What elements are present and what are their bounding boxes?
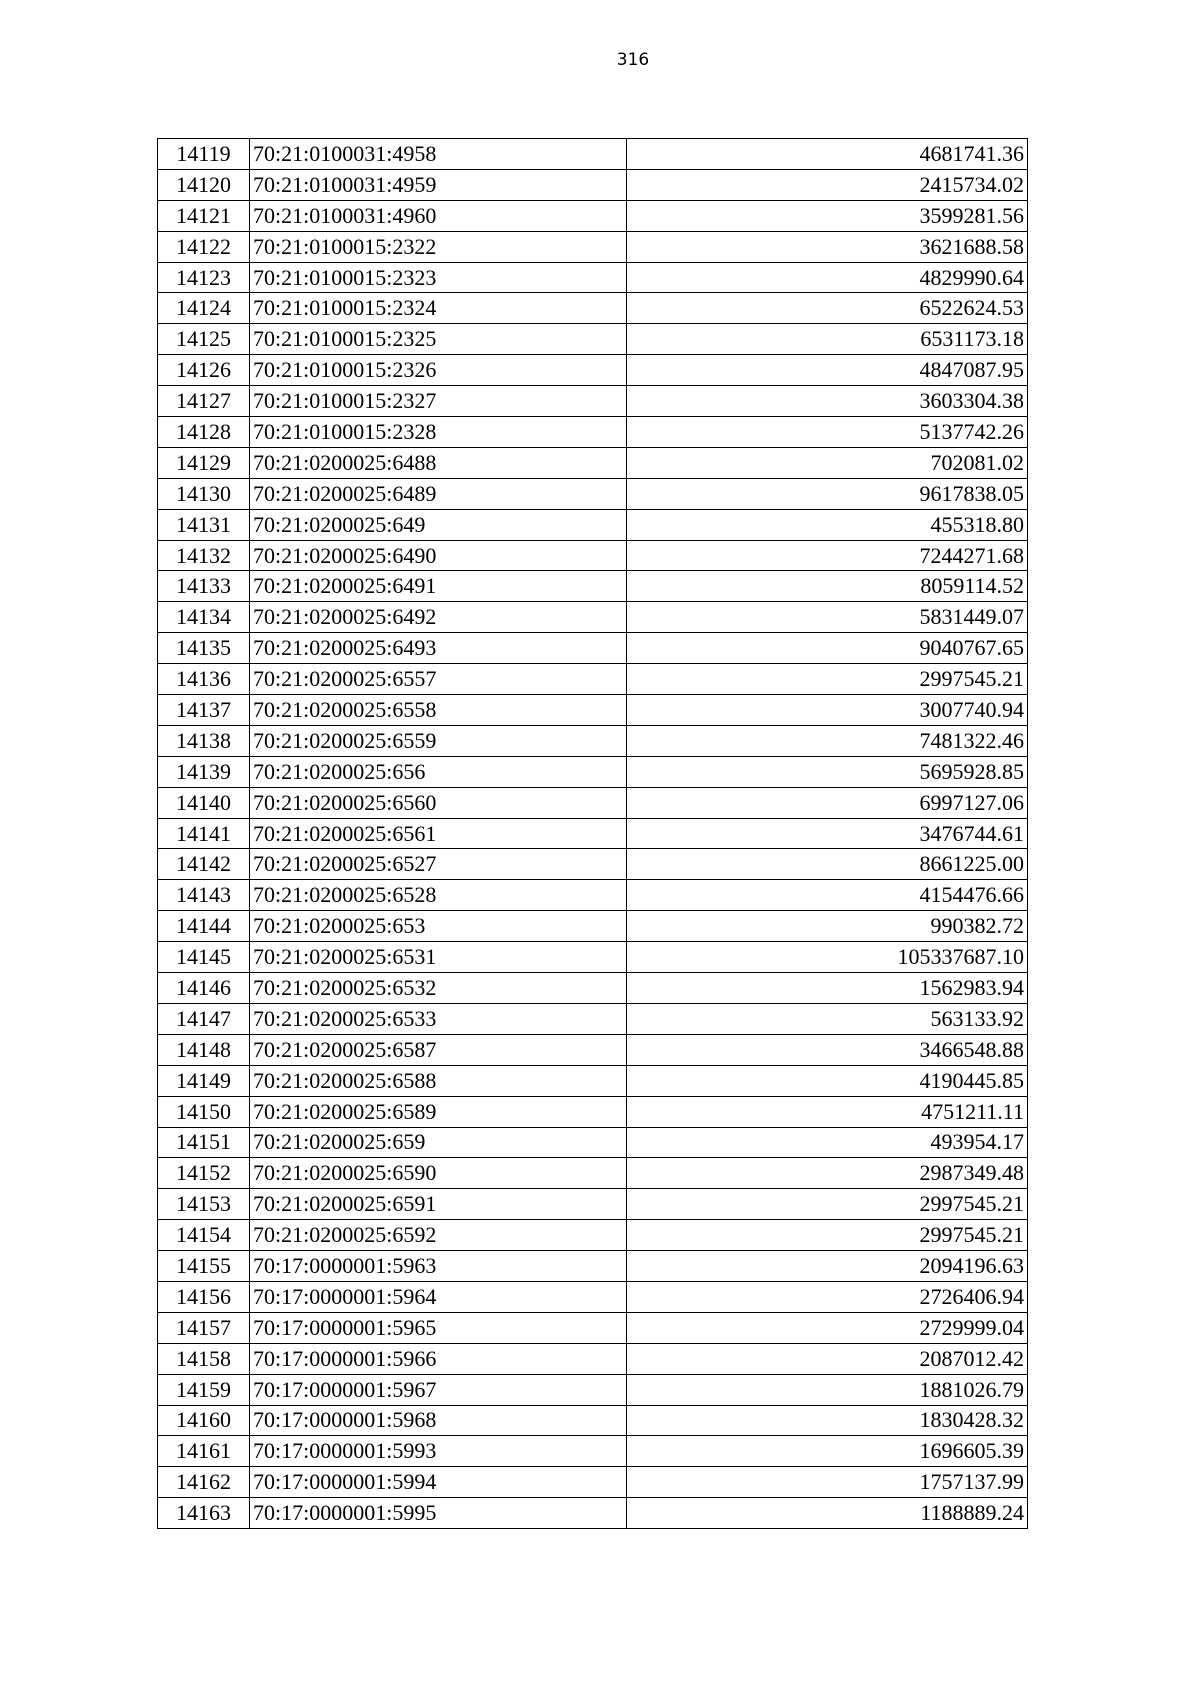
- cadastral-value: 2415734.02: [627, 169, 1028, 200]
- row-number: 14134: [158, 602, 250, 633]
- cadastral-number: 70:21:0200025:6533: [250, 1003, 627, 1034]
- cadastral-value: 2987349.48: [627, 1158, 1028, 1189]
- table-row: [158, 324, 1028, 355]
- cadastral-number: 70:21:0100015:2323: [250, 262, 627, 293]
- cadastral-number: 70:21:0200025:6558: [250, 695, 627, 726]
- cadastral-number: 70:21:0200025:6490: [250, 540, 627, 571]
- row-number: 14153: [158, 1189, 250, 1220]
- cadastral-number: 70:21:0200025:6591: [250, 1189, 627, 1220]
- cadastral-number: 70:21:0200025:6489: [250, 478, 627, 509]
- row-number: 14159: [158, 1374, 250, 1405]
- table-row: [158, 664, 1028, 695]
- cadastral-value: 3599281.56: [627, 200, 1028, 231]
- cadastral-number: 70:17:0000001:5963: [250, 1251, 627, 1282]
- cadastral-value: 1757137.99: [627, 1467, 1028, 1498]
- row-number: 14126: [158, 355, 250, 386]
- row-number: 14138: [158, 725, 250, 756]
- cadastral-number: 70:21:0200025:6488: [250, 447, 627, 478]
- table-row: [158, 1003, 1028, 1034]
- table-row: [158, 571, 1028, 602]
- cadastral-value: 1696605.39: [627, 1436, 1028, 1467]
- table-row: [158, 1034, 1028, 1065]
- cadastral-number: 70:21:0100015:2326: [250, 355, 627, 386]
- row-number: 14121: [158, 200, 250, 231]
- row-number: 14133: [158, 571, 250, 602]
- table-row: [158, 1189, 1028, 1220]
- cadastral-number: 70:21:0200025:656: [250, 756, 627, 787]
- table-row: [158, 633, 1028, 664]
- table-row: [158, 262, 1028, 293]
- cadastral-number: 70:21:0200025:653: [250, 911, 627, 942]
- cadastral-value: 5831449.07: [627, 602, 1028, 633]
- row-number: 14161: [158, 1436, 250, 1467]
- cadastral-value: 3476744.61: [627, 818, 1028, 849]
- cadastral-value: 9040767.65: [627, 633, 1028, 664]
- cadastral-number: 70:21:0200025:6557: [250, 664, 627, 695]
- table-row: [158, 1498, 1028, 1529]
- row-number: 14149: [158, 1065, 250, 1096]
- cadastral-value: 5137742.26: [627, 417, 1028, 448]
- table-row: [158, 1127, 1028, 1158]
- cadastral-value: 5695928.85: [627, 756, 1028, 787]
- cadastral-value: 105337687.10: [627, 942, 1028, 973]
- cadastral-number: 70:17:0000001:5993: [250, 1436, 627, 1467]
- table-row: [158, 1220, 1028, 1251]
- cadastral-number: 70:17:0000001:5995: [250, 1498, 627, 1529]
- table-row: [158, 231, 1028, 262]
- cadastral-number: 70:21:0100015:2328: [250, 417, 627, 448]
- row-number: 14160: [158, 1405, 250, 1436]
- cadastral-value: 6522624.53: [627, 293, 1028, 324]
- cadastral-value: 9617838.05: [627, 478, 1028, 509]
- cadastral-value: 1830428.32: [627, 1405, 1028, 1436]
- row-number: 14136: [158, 664, 250, 695]
- table-row: [158, 602, 1028, 633]
- cadastral-value: 8059114.52: [627, 571, 1028, 602]
- cadastral-number: 70:21:0200025:6491: [250, 571, 627, 602]
- table-row: [158, 1281, 1028, 1312]
- row-number: 14123: [158, 262, 250, 293]
- cadastral-number: 70:21:0200025:6592: [250, 1220, 627, 1251]
- row-number: 14139: [158, 756, 250, 787]
- row-number: 14163: [158, 1498, 250, 1529]
- table-row: [158, 478, 1028, 509]
- cadastral-number: 70:21:0200025:6559: [250, 725, 627, 756]
- cadastral-number: 70:21:0200025:659: [250, 1127, 627, 1158]
- row-number: 14130: [158, 478, 250, 509]
- cadastral-value: 2094196.63: [627, 1251, 1028, 1282]
- cadastral-value: 1562983.94: [627, 973, 1028, 1004]
- cadastral-number: 70:21:0100015:2325: [250, 324, 627, 355]
- row-number: 14152: [158, 1158, 250, 1189]
- cadastral-number: 70:21:0200025:6560: [250, 787, 627, 818]
- cadastral-number: 70:21:0100031:4959: [250, 169, 627, 200]
- cadastral-number: 70:17:0000001:5968: [250, 1405, 627, 1436]
- table-row: [158, 849, 1028, 880]
- table-row: [158, 1096, 1028, 1127]
- table-row: [158, 139, 1028, 170]
- table-row: [158, 417, 1028, 448]
- cadastral-value: 8661225.00: [627, 849, 1028, 880]
- cadastral-value: 2087012.42: [627, 1343, 1028, 1374]
- cadastral-value: 4829990.64: [627, 262, 1028, 293]
- table-row: [158, 1158, 1028, 1189]
- cadastral-number: 70:21:0100015:2322: [250, 231, 627, 262]
- cadastral-number: 70:17:0000001:5994: [250, 1467, 627, 1498]
- table-body: [158, 139, 1028, 1529]
- cadastral-number: 70:21:0200025:6588: [250, 1065, 627, 1096]
- cadastral-value: 2729999.04: [627, 1312, 1028, 1343]
- table-row: [158, 1405, 1028, 1436]
- table-row: [158, 447, 1028, 478]
- cadastral-value: 4681741.36: [627, 139, 1028, 170]
- row-number: 14144: [158, 911, 250, 942]
- table-row: [158, 911, 1028, 942]
- cadastral-number: 70:21:0200025:6590: [250, 1158, 627, 1189]
- cadastral-value: 702081.02: [627, 447, 1028, 478]
- table-row: [158, 355, 1028, 386]
- row-number: 14147: [158, 1003, 250, 1034]
- row-number: 14158: [158, 1343, 250, 1374]
- cadastral-value: 2997545.21: [627, 1189, 1028, 1220]
- cadastral-number: 70:21:0200025:6527: [250, 849, 627, 880]
- table-row: [158, 1251, 1028, 1282]
- table-row: [158, 880, 1028, 911]
- table-row: [158, 787, 1028, 818]
- table-row: [158, 1436, 1028, 1467]
- row-number: 14128: [158, 417, 250, 448]
- cadastral-value: 4847087.95: [627, 355, 1028, 386]
- row-number: 14124: [158, 293, 250, 324]
- cadastral-value: 1881026.79: [627, 1374, 1028, 1405]
- cadastral-number: 70:21:0100015:2327: [250, 386, 627, 417]
- table-row: [158, 695, 1028, 726]
- row-number: 14143: [158, 880, 250, 911]
- table-row: [158, 386, 1028, 417]
- row-number: 14119: [158, 139, 250, 170]
- row-number: 14137: [158, 695, 250, 726]
- cadastral-number: 70:21:0100031:4958: [250, 139, 627, 170]
- row-number: 14132: [158, 540, 250, 571]
- cadastral-number: 70:21:0200025:6589: [250, 1096, 627, 1127]
- cadastral-number: 70:21:0200025:6528: [250, 880, 627, 911]
- cadastral-value: 7481322.46: [627, 725, 1028, 756]
- table-row: [158, 509, 1028, 540]
- row-number: 14162: [158, 1467, 250, 1498]
- cadastral-value-table: [157, 138, 1028, 1529]
- page-number: 316: [616, 50, 650, 70]
- cadastral-value: 4751211.11: [627, 1096, 1028, 1127]
- cadastral-value: 563133.92: [627, 1003, 1028, 1034]
- row-number: 14146: [158, 973, 250, 1004]
- cadastral-value: 6997127.06: [627, 787, 1028, 818]
- cadastral-value: 1188889.24: [627, 1498, 1028, 1529]
- table-row: [158, 1343, 1028, 1374]
- table-row: [158, 1065, 1028, 1096]
- row-number: 14154: [158, 1220, 250, 1251]
- table-row: [158, 942, 1028, 973]
- table-row: [158, 293, 1028, 324]
- cadastral-value: 455318.80: [627, 509, 1028, 540]
- row-number: 14122: [158, 231, 250, 262]
- row-number: 14131: [158, 509, 250, 540]
- cadastral-number: 70:21:0200025:6493: [250, 633, 627, 664]
- cadastral-value: 2997545.21: [627, 1220, 1028, 1251]
- table-row: [158, 725, 1028, 756]
- cadastral-value: 990382.72: [627, 911, 1028, 942]
- row-number: 14140: [158, 787, 250, 818]
- table-row: [158, 540, 1028, 571]
- cadastral-number: 70:21:0200025:6561: [250, 818, 627, 849]
- table-row: [158, 973, 1028, 1004]
- cadastral-number: 70:17:0000001:5965: [250, 1312, 627, 1343]
- cadastral-number: 70:21:0200025:6531: [250, 942, 627, 973]
- table-row: [158, 200, 1028, 231]
- row-number: 14151: [158, 1127, 250, 1158]
- cadastral-value: 3603304.38: [627, 386, 1028, 417]
- cadastral-value: 3621688.58: [627, 231, 1028, 262]
- table-row: [158, 1467, 1028, 1498]
- cadastral-value: 2726406.94: [627, 1281, 1028, 1312]
- row-number: 14127: [158, 386, 250, 417]
- cadastral-number: 70:21:0200025:6532: [250, 973, 627, 1004]
- cadastral-value: 4190445.85: [627, 1065, 1028, 1096]
- cadastral-number: 70:17:0000001:5966: [250, 1343, 627, 1374]
- cadastral-value: 3466548.88: [627, 1034, 1028, 1065]
- table-row: [158, 818, 1028, 849]
- table-row: [158, 1312, 1028, 1343]
- cadastral-number: 70:17:0000001:5967: [250, 1374, 627, 1405]
- cadastral-value: 4154476.66: [627, 880, 1028, 911]
- row-number: 14129: [158, 447, 250, 478]
- cadastral-value: 2997545.21: [627, 664, 1028, 695]
- row-number: 14142: [158, 849, 250, 880]
- row-number: 14135: [158, 633, 250, 664]
- row-number: 14125: [158, 324, 250, 355]
- row-number: 14155: [158, 1251, 250, 1282]
- cadastral-number: 70:21:0200025:6492: [250, 602, 627, 633]
- cadastral-value: 493954.17: [627, 1127, 1028, 1158]
- cadastral-number: 70:21:0100015:2324: [250, 293, 627, 324]
- table-row: [158, 756, 1028, 787]
- row-number: 14141: [158, 818, 250, 849]
- cadastral-value: 7244271.68: [627, 540, 1028, 571]
- row-number: 14157: [158, 1312, 250, 1343]
- cadastral-number: 70:21:0200025:649: [250, 509, 627, 540]
- row-number: 14120: [158, 169, 250, 200]
- row-number: 14150: [158, 1096, 250, 1127]
- table-row: [158, 169, 1028, 200]
- row-number: 14145: [158, 942, 250, 973]
- cadastral-value: 3007740.94: [627, 695, 1028, 726]
- cadastral-number: 70:21:0100031:4960: [250, 200, 627, 231]
- cadastral-value: 6531173.18: [627, 324, 1028, 355]
- row-number: 14156: [158, 1281, 250, 1312]
- cadastral-number: 70:21:0200025:6587: [250, 1034, 627, 1065]
- row-number: 14148: [158, 1034, 250, 1065]
- cadastral-number: 70:17:0000001:5964: [250, 1281, 627, 1312]
- table-row: [158, 1374, 1028, 1405]
